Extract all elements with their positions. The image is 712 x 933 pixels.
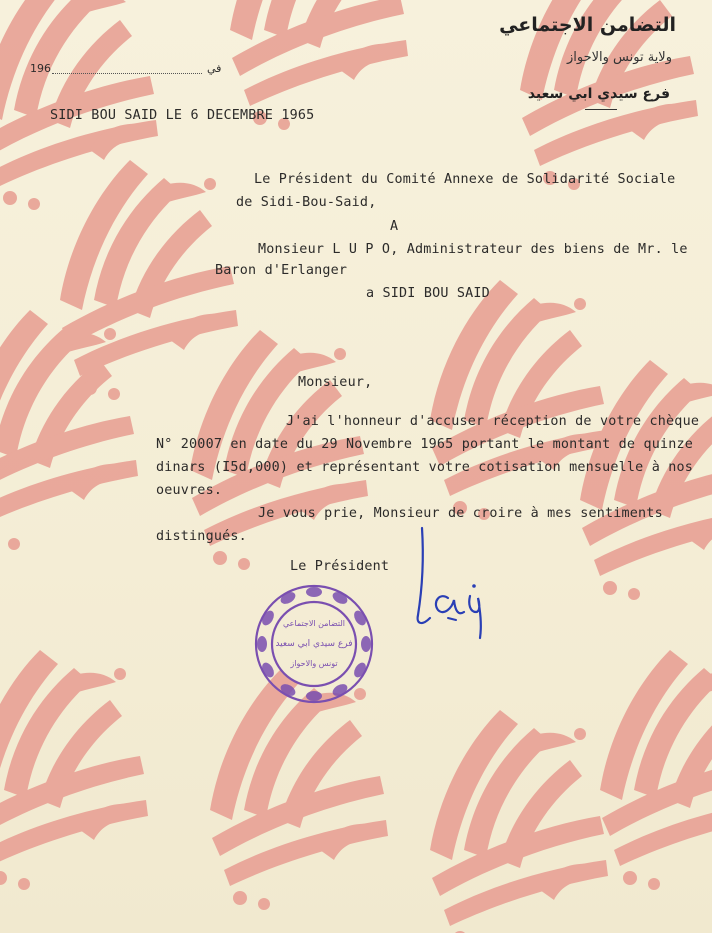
body-line-5: Je vous prie, Monsieur de croire à mes sentiments: [258, 506, 663, 521]
from-line-2: de Sidi-Bou-Said,: [236, 195, 377, 210]
body-line-1: J'ai l'honneur d'accuser réception de votre chèque: [286, 414, 700, 429]
reference-fi: في: [207, 62, 222, 75]
stamp-line-1: التضامن الاجتماعي: [282, 619, 346, 628]
branch-underline: [585, 109, 617, 110]
letterhead-org: التضامن الاجتماعي: [499, 14, 676, 36]
closing-president: Le Président: [290, 559, 390, 574]
to-line-2: Baron d'Erlanger: [215, 263, 348, 278]
body-line-4: oeuvres.: [156, 483, 223, 498]
from-line-1: Le Président du Comité Annexe de Solidarité Sociale: [254, 172, 676, 187]
to-line-3: a SIDI BOU SAID: [366, 286, 490, 301]
reference-dotted-line: [52, 73, 202, 74]
date-line: SIDI BOU SAID LE 6 DECEMBRE 1965: [50, 108, 315, 123]
body-line-2: N° 20007 en date du 29 Novembre 1965 portant le montant de quinze: [156, 437, 694, 452]
official-stamp: [248, 578, 380, 710]
body-line-3: dinars (I5d,000) et représentant votre cotisation mensuelle à nos: [156, 460, 694, 475]
letterhead-branch: فرع سيدي ابي سعيد: [527, 86, 670, 102]
salutation: Monsieur,: [298, 375, 373, 390]
signature-icon: [400, 520, 500, 650]
stamp-line-3: تونس والاحواز: [290, 659, 338, 668]
stamp-line-2: فرع سيدي ابي سعيد: [275, 639, 353, 649]
to-line-1: Monsieur L U P O, Administrateur des biens de Mr. le: [258, 242, 688, 257]
letterhead-region: ولاية تونس والاحواز: [566, 50, 672, 65]
to-a: A: [390, 219, 399, 234]
reference-year: 196: [30, 62, 51, 75]
body-line-6: distingués.: [156, 529, 247, 544]
